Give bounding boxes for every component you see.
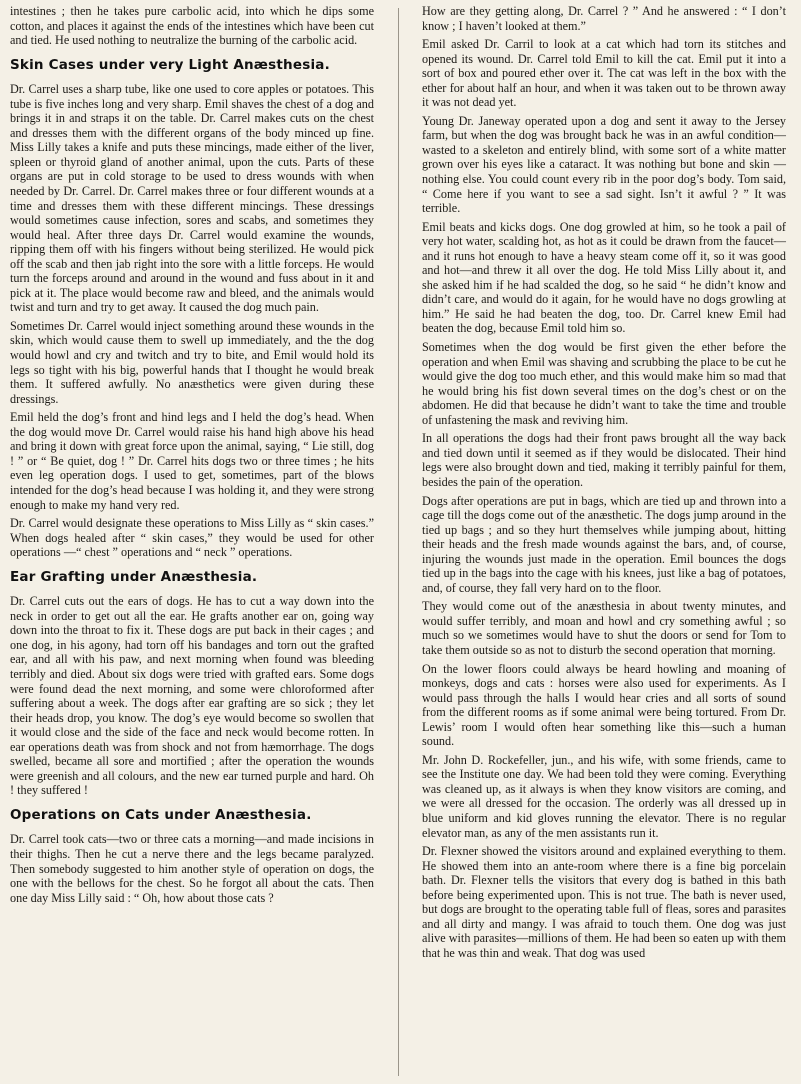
right-column (422, 4, 786, 964)
section-heading-cats: Operations on Cats under Anæsthesia. (10, 806, 312, 823)
column-divider (398, 8, 399, 1076)
left-column (10, 4, 374, 909)
section-heading-ear-grafting: Ear Grafting under Anæsthesia. (10, 568, 258, 585)
paragraph: Dr. Carrel uses a sharp tube, like one used to core apples or potatoes. This tube is five inches long and very sharp. Emil shaves the chest of a dog and brings it in and straps it on the table. Dr. Carrel makes cuts on the chest and dresses them with the different organs of the body minced up fine. Miss Lilly takes a knife and puts these mincings, made either of the liver, spleen or thyroid gland of another animal, upon the cuts. Parts of these organs are put in cold storage to be used to dress wounds with when needed by Dr. Carrel. Dr. Carrel makes three or four different wounds at a time and dresses them with these different mincings. These dressings would sometimes cause infection, sores and scabs, and sometimes they would heal. After three days Dr. Carrel would examine the wounds, ripping them off with his fingers without being sterilized. He would pick off the scab and then jab right into the sore with a little forceps. He would turn the forceps around and around in the wound and fuss about in it and pick at it. The place would become raw and bleed, and the animals would twist and turn and try to get away. It caused the dog much pain. (10, 82, 374, 315)
paragraph: Dr. Carrel would designate these operations to Miss Lilly as “ skin cases.” When dogs healed after “ skin cases,” they would be used for other operations —“ chest ” operations and “ neck ” operations. (10, 516, 374, 560)
section-heading-skin-cases: Skin Cases under very Light Anæsthesia. (10, 56, 330, 73)
paragraph: Emil asked Dr. Carril to look at a cat which had torn its stitches and opened its wound. Dr. Carrel told Emil to kill the cat. Emil put it into a sort of box and poured ether over it. The cat was left in the box with the ether for about half an hour, and when it was taken out to be thrown away it was not dead yet. (422, 37, 786, 110)
paragraph: Dogs after operations are put in bags, which are tied up and thrown into a cage till the dogs come out of the anæsthetic. The dogs jump around in the tied up bags ; and so they hurt themselves while jumping about, hitting their heads and the fresh made wounds against the bars, and, of course, injuring the wounds just made in the operation. Emil bounces the dogs tied up in the bags into the cage with his knees, just like a bag of potatoes, and, of course, they fall very hard on to the floor. (422, 493, 786, 595)
paragraph: Mr. John D. Rockefeller, jun., and his wife, with some friends, came to see the Institute one day. We had been told they were coming. Everything was cleaned up, as it always is when they know visitors are coming, and we were all dressed for the occasion. The orderly was all dressed up in blue uniform and kid gloves running the elevator. There is no regular elevator man, as any of the men assistants run it. (422, 752, 786, 840)
paragraph: Sometimes when the dog would be first given the ether before the operation and when Emil was shaving and scrubbing the place to be cut he would give the dog too much ether, and this would make him so mad that he would bring his fist down several times on the dog’s chest or on the abdomen. He did that because he didn’t want to take the time and trouble of unfastening the mask and reviving him. (422, 340, 786, 427)
paragraph: intestines ; then he takes pure carbolic acid, into which he dips some cotton, and places it against the ends of the intestines which have been cut and tied. He used nothing to neutralize the burning of the carbolic acid. (10, 4, 374, 48)
paragraph: Sometimes Dr. Carrel would inject something around these wounds in the skin, which would cause them to swell up immediately, and the the dog would howl and cry and twitch and try to bite, and Emil would hold its legs so tight with his big, powerful hands that I thought he would break them. It suffered awfully. No anæsthetics were given during these dressings. (10, 318, 374, 406)
paragraph: How are they getting along, Dr. Carrel ? ” And he answered : “ I don’t know ; I haven’t looked at them.” (422, 4, 786, 33)
paragraph: In all operations the dogs had their front paws brought all the way back and tied down until it seemed as if they would be dislocated. Their hind legs were also brought down and tied, making it terribly painful for them, besides the pain of the operation. (422, 431, 786, 489)
paragraph: Young Dr. Janeway operated upon a dog and sent it away to the Jersey farm, but when the dog was brought back he was in an awful condition—wasted to a skeleton and entirely blind, with some sort of a white matter grown over his eyes like a cataract. It was nothing but bone and skin —nothing else. You could count every rib in the poor dog’s body. Tom said, “ Come here if you want to see a sad sight. Isn’t it awful ? ” It was terrible. (422, 113, 786, 216)
paragraph: Emil beats and kicks dogs. One dog growled at him, so he took a pail of very hot water, scalding hot, as hot as it could be drawn from the faucet—and it runs hot enough to have a heavy steam come off it, so it was good and hot—and threw it all over the dog. He told Miss Lilly about it, and she asked him if he had scalded the dog, so he said “ he didn’t know and didn’t care, and would do it again, for he would have no dogs growling at him.” He said he had beaten the dog, too. Dr. Carrel knew Emil had beaten the dog, because Emil told him so. (422, 219, 786, 336)
paragraph: On the lower floors could always be heard howling and moaning of monkeys, dogs and cats : horses were also used for experiments. As I would pass through the halls I would hear cries and all sorts of sound from the different rooms as if some animal were being tortured. From Dr. Lewis’ room I would often hear something like this—such a human sound. (422, 661, 786, 749)
paragraph: Emil held the dog’s front and hind legs and I held the dog’s head. When the dog would move Dr. Carrel would raise his hand high above his head and bring it down with great force upon the animal, saying, “ Lie still, dog ! ” or “ Be quiet, dog ! ” Dr. Carrel hits dogs two or three times ; he hits even leg operation dogs. I used to get, sometimes, part of the blows intended for the dog’s head because I was holding it, and they were strong enough to make my hand very red. (10, 410, 374, 512)
paragraph: Dr. Flexner showed the visitors around and explained everything to them. He showed them into an ante-room where there is a fine big porcelain bath. Dr. Flexner tells the visitors that every dog is bathed in this bath before being experimented upon. This is not true. The bath is never used, but dogs are brought to the operating table full of fleas, sores and parasites and all dirty and mangy. I was afraid to touch them. One dog was just alive with parasites—millions of them. He had been so eaten up with them that he was thin and weak. That dog was used (422, 844, 786, 960)
paragraph: They would come out of the anæsthesia in about twenty minutes, and would suffer terribly, and moan and howl and cry something awful ; so much so we sometimes would have to shut the doors or send for Tom to take them outside so as not to disturb the second operation that morning. (422, 599, 786, 657)
paragraph: Dr. Carrel took cats—two or three cats a morning—and made incisions in their thighs. Then he cut a nerve there and the legs became paralyzed. Then somebody suggested to him another style of operation on dogs, the one with the bellows for the chest. So he forgot all about the cats. Then one day Miss Lilly said : “ Oh, how about those cats ? (10, 832, 374, 905)
paragraph: Dr. Carrel cuts out the ears of dogs. He has to cut a way down into the neck in order to get out all the ear. He grafts another ear on, going way down into the throat to fix it. These dogs are put back in their cages ; and one dog, in his agony, had torn off his bandages and torn out the grafted ear, and all with his paw, and next morning when found was bleeding terribly and died. About six dogs were tried with grafted ears. Some dogs were found dead the next morning, and some were chloroformed after suffering about a week. The dogs after ear grafting are so sick ; they let their heads drop, you know. The dog’s eye would become so swollen that it would close and the side of the face and neck would become rotten. In ear operations death was from shock and not from hæmorrhage. The dogs swelled, became all sore and mortified ; after the operation the wounds were greenish and all colours, and the new ear turned purple and hard. Oh ! they suffered ! (10, 594, 374, 798)
